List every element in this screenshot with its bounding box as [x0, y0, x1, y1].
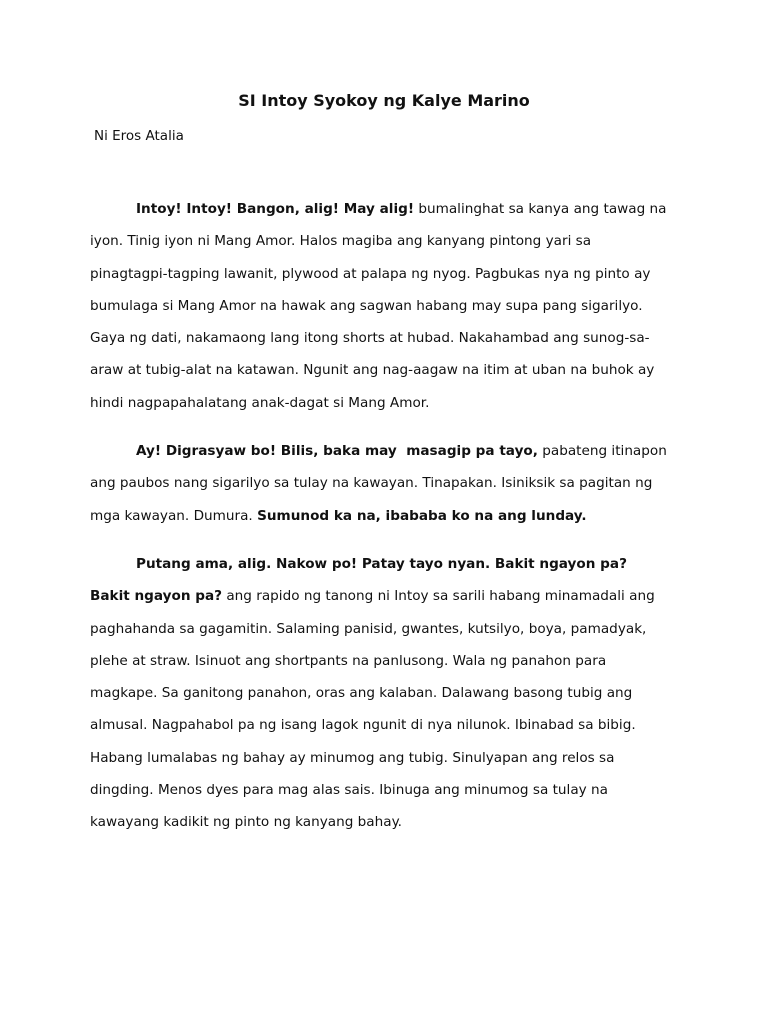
- bold-text-run: Sumunod ka na, ibababa ko na ang lunday.: [257, 507, 587, 524]
- text-run: Habang lumalabas ng bahay ay minumog ang tubig. Sinulyapan ang relos sa: [90, 749, 615, 766]
- text-line: [90, 548, 690, 580]
- bold-text-run: Intoy! Intoy! Bangon, alig! May alig!: [136, 201, 415, 217]
- text-line: [90, 500, 690, 532]
- bold-text-run: Bakit ngayon pa?: [90, 588, 223, 605]
- text-run: almusal. Nagpahabol pa ng isang lagok ngunit di nya nilunok. Ibinabad sa bibig.: [90, 717, 636, 734]
- text-run: kawayang kadikit ng pinto ng kanyang bahay.: [90, 814, 402, 831]
- text-run: ang rapido ng tanong ni Intoy sa sarili habang minamadali ang: [222, 588, 655, 605]
- text-run: Gaya ng dati, nakamaong lang itong shorts at hubad. Nakahambad ang sunog-sa-: [90, 330, 650, 347]
- paragraph-3: [90, 548, 690, 839]
- text-run: bumalinghat sa kanya ang tawag na: [414, 201, 667, 217]
- text-run: pinagtagpi-tagping lawanit, plywood at palapa ng nyog. Pagbukas nya ng pinto ay: [90, 265, 651, 282]
- text-line: [90, 677, 690, 709]
- document-author: Ni Eros Atalia: [94, 128, 184, 144]
- text-line: [90, 290, 690, 322]
- text-line: [90, 645, 690, 677]
- text-line: [90, 709, 690, 741]
- text-run: paghahanda sa gagamitin. Salaming panisid, gwantes, kutsilyo, boya, pamadyak,: [90, 620, 647, 637]
- text-line: [90, 354, 690, 386]
- document-title: SI Intoy Syokoy ng Kalye Marino: [238, 91, 530, 110]
- text-line: [90, 387, 690, 419]
- text-run: ang paubos nang sigarilyo sa tulay na kawayan. Tinapakan. Isiniksik sa pagitan ng: [90, 475, 653, 492]
- paragraph-1: [90, 193, 690, 419]
- text-line: [90, 258, 690, 290]
- text-line: [90, 613, 690, 645]
- text-run: dingding. Menos dyes para mag alas sais. Ibinuga ang minumog sa tulay na: [90, 782, 608, 799]
- text-run: bumulaga si Mang Amor na hawak ang sagwan habang may supa pang sigarilyo.: [90, 297, 643, 314]
- bold-text-run: Putang ama, alig. Nakow po! Patay tayo nyan. Bakit ngayon pa?: [136, 555, 627, 572]
- text-run: araw at tubig-alat na katawan. Ngunit ang nag-aagaw na itim at uban na buhok ay: [90, 362, 655, 379]
- text-run: mga kawayan. Dumura.: [90, 507, 258, 524]
- text-line: [90, 322, 690, 354]
- text-run: magkape. Sa ganitong panahon, oras ang kalaban. Dalawang basong tubig ang: [90, 685, 633, 702]
- text-line: [90, 774, 690, 806]
- text-run: iyon. Tinig iyon ni Mang Amor. Halos magiba ang kanyang pintong yari sa: [90, 233, 592, 250]
- text-line: [90, 806, 690, 838]
- text-run: plehe at straw. Isinuot ang shortpants na panlusong. Wala ng panahon para: [90, 652, 607, 669]
- paragraph-2: [90, 435, 690, 532]
- text-line: [90, 225, 690, 257]
- text-run: pabateng itinapon: [537, 443, 667, 460]
- text-line: [90, 435, 690, 467]
- document-body: [90, 193, 690, 855]
- text-line: [90, 467, 690, 499]
- text-line: [90, 580, 690, 612]
- text-line: [90, 742, 690, 774]
- text-run: hindi nagpapahalatang anak-dagat si Mang Amor.: [90, 394, 430, 411]
- bold-text-run: Ay! Digrasyaw bo! Bilis, baka may masagip pa tayo,: [136, 443, 538, 460]
- text-line: [90, 193, 690, 225]
